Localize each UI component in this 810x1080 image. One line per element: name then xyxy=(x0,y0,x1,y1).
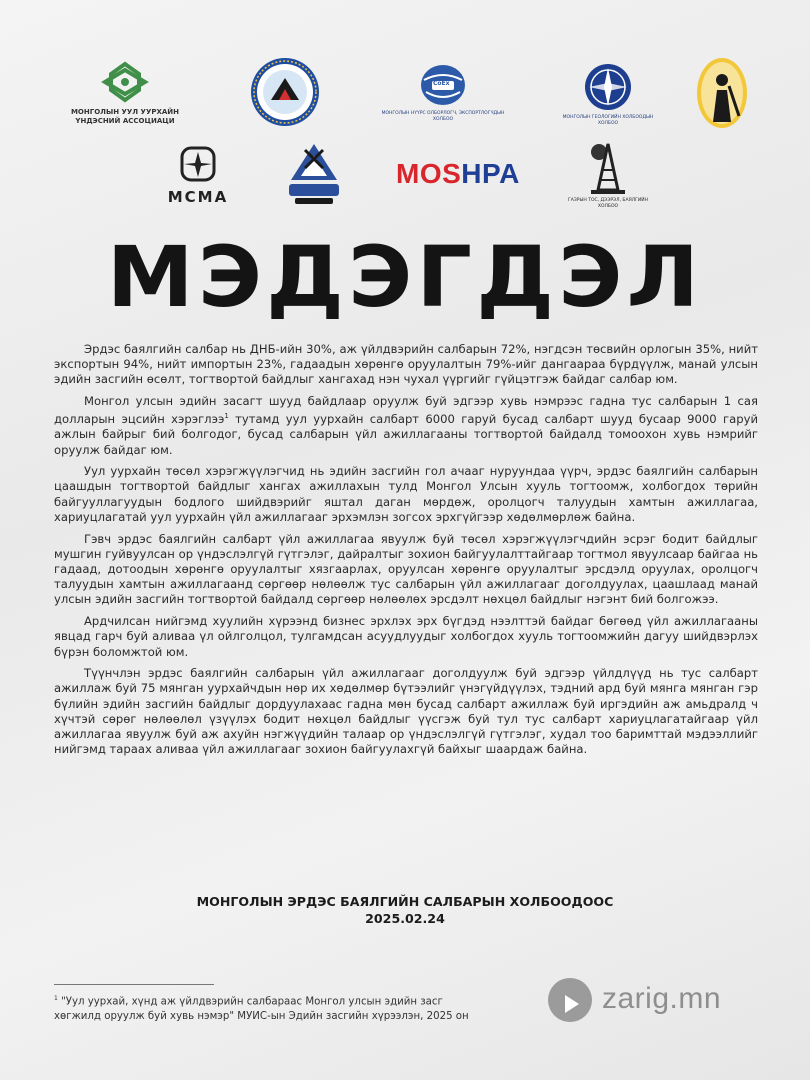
moshpa-part1: MOS xyxy=(396,158,462,189)
mma-caption-line2: ҮНДЭСНИЙ АССОЦИАЦИ xyxy=(75,117,175,125)
mcma-caption: МСМА xyxy=(167,188,229,206)
moshpa-logo xyxy=(396,156,520,192)
paragraph-2-part1: Монгол улсын эдийн засагт шууд байдлаар оруулж буй эдгээр хувь нэмрээс гадна тус салбарын 1 сая долларын эцсийн хэрэглээ xyxy=(54,394,758,427)
watermark[interactable] xyxy=(548,974,768,1024)
compass-globe-icon xyxy=(583,62,633,112)
paragraph-4: Гэвч эрдэс баялгийн салбарт үйл ажиллагаа явуулж буй төсөл хэрэгжүүлэгчдийн эсрэг бодит байдлыг мушгин гуйвуулсан ор үндэслэлгүй гүтгэлэг, дайралтыг зохион байгуулалттайгаар тогтмол явуулсаар байгаа нь гадаад, дотоодын хөрөнгө оруулалтыг хязгаарлах, оруулсан хөрөнгө оруулалтыг эрсдэлд оруулах, оролцогч талуудын хамтын ажиллагаанд сөргөөр нөлөөлж тус салбарын үйл ажиллагааг доголдуулах, цаашлаад манай улсын эдийн засгийн тогтвортой байдалд сөргөөр нөлөөлөх эрсдэлт нөхцөл байдлыг нэгэнт бий болгожээ. xyxy=(54,531,758,607)
signature-org: МОНГОЛЫН ЭРДЭС БАЯЛГИЙН САЛБАРЫН ХОЛБООДООС xyxy=(196,894,614,909)
exporters-caption-line1: МОНГОЛЫН НҮҮРС ОЛБОРЛОГЧ, ЭКСПОРТЛОГЧДЫН xyxy=(381,111,505,116)
footnote-line1: "Уул уурхай, хүнд аж үйлдвэрийн салбараас Монгол улсын эдийн засг xyxy=(61,996,443,1008)
geologists-seal-logo xyxy=(248,56,322,132)
nma-caption-line1: МОНГОЛЫН ГЕОЛОГИЙН ХОЛБООДЫН xyxy=(562,115,654,120)
mcma-logo xyxy=(160,144,236,206)
signature-date: 2025.02.24 xyxy=(365,911,445,926)
mma-caption-line1: МОНГОЛЫН УУЛ УУРХАЙН xyxy=(70,108,180,116)
page-title: МЭДЭГДЭЛ xyxy=(106,228,704,326)
drilling-rig-icon xyxy=(583,140,633,196)
knot-emblem-icon xyxy=(99,60,151,104)
star-emblem-icon xyxy=(168,144,228,186)
coex-badge: CoEx xyxy=(433,80,450,87)
prospector-logo xyxy=(694,56,750,134)
hammer-pick-emblem-icon xyxy=(283,140,345,208)
paragraph-2-part2: тутамд уул уурхайн салбарт 6000 гаруй бусад салбарт шууд бусаар 9000 гаруй ажлын байрыг бий болгодог, бусад салбарын үйл ажиллагааны тогтвортой байдалд томоохон хувь нэмрийг оруулж байдаг юм. xyxy=(54,412,758,457)
coal-exporters-logo xyxy=(378,62,508,123)
statement-body xyxy=(54,342,758,764)
paragraph-2 xyxy=(54,394,758,458)
footnote-divider xyxy=(54,984,214,985)
paragraph-1: Эрдэс баялгийн салбар нь ДНБ-ийн 30%, аж үйлдвэрийн салбарын 72%, нэгдсэн төсвийн орлогын 35%, нийт экспортын 94%, нийт импортын 23%, гадаадын хөрөнгө оруулалтын 79%-ийг дангаараа бүрдүүлж, манай улсын эдийн засгийн өсөлт, тогтвортой байдлыг хангахад нэн чухал үүргийг гүйцэтгэж байдаг салбар юм. xyxy=(54,342,758,387)
paragraph-5: Ардчилсан нийгэмд хуулийн хүрээнд бизнес эрхлэх эрх бүгдэд нээлттэй байдаг бөгөөд үйл ажиллагааны явцад гарч буй аливаа үл ойлголцол, тулгамдсан асуудлуудыг холбогдох хууль тогтоомжийн дагуу шийдвэрлэх бүрэн боломжтой юм. xyxy=(54,614,758,659)
footnote xyxy=(54,991,614,1024)
footnote-reference: 1 xyxy=(224,412,229,421)
footnote-mark: 1 xyxy=(54,995,58,1002)
signature-block xyxy=(0,893,810,927)
exporters-caption-line2: ХОЛБОО xyxy=(432,117,454,122)
geological-association-logo xyxy=(556,62,660,127)
petroleum-association-logo xyxy=(560,140,656,210)
moshpa-part2: HPA xyxy=(461,158,520,189)
paragraph-6: Түүнчлэн эрдэс баялгийн салбарын үйл ажиллагааг доголдуулж буй эдгээр үйлдлүүд нь тус салбарт ажиллаж буй 75 мянган уурхайчдын нөр их хөдөлмөр бүтээлийг үнэгүйдүүлэх, тэдний ард буй мянга мянган гэр бүлийн эдийн засгийн байдлыг дордуулахаас гадна мөн бусад салбарт ажиллаж буй иргэдийн аж амьдралд ч хүчтэй сөрөг нөлөөлөл үзүүлэх бодит нөхцөл байдлыг үүсгэж буй тул тус салбарт хариуцлагатайгаар үйл ажиллагаа явуулж буй аж ахуйн нэгжүүдийн талаар ор үндэслэлгүй гүтгэлэг, худал тоо баримттай мэдээллийг нийгэмд тараах аливаа үйл ажиллагааг зохион байгуулахгүй байхыг шаардаж байна. xyxy=(54,666,758,757)
tools-emblem-logo xyxy=(282,140,346,212)
watermark-text: zarig.mn xyxy=(602,982,722,1015)
drill-caption-line2: ХОЛБОО xyxy=(597,204,619,209)
paragraph-3: Уул уурхайн төсөл хэрэгжүүлэгчид нь эдийн засгийн гол ачааг нуруундаа үүрч, эрдэс баялгийн салбарын цаашдын тогтвортой байдлыг хангах ажиллахын тулд Монгол Улсын хууль тогтоомж, холбогдох төрийн байгууллагуудын бодлого шийдвэрийг яштал даган мөрдөж, оролцогч талуудын хамтын ажиллагаа, хариуцлагатай уул уурхайн үйл ажиллагааг эрхэмлэн зогсох эрхгүйгээр хөдөлмөрлөж байна. xyxy=(54,464,758,524)
nma-caption-line2: ХОЛБОО xyxy=(597,121,619,126)
footnote-line2: хөгжилд оруулж буй хувь нэмэр" МУИС-ын Эдийн засгийн хүрээлэн, 2025 он xyxy=(54,1011,469,1023)
round-seal-icon xyxy=(249,56,321,128)
drill-caption-line1: ГАЗРЫН ТОС, ДЭЭРЭЛ, БАЯЛГИЙН xyxy=(568,198,648,203)
prospector-silhouette-icon xyxy=(695,56,749,130)
play-icon[interactable] xyxy=(548,978,592,1022)
mma-logo xyxy=(60,60,190,126)
